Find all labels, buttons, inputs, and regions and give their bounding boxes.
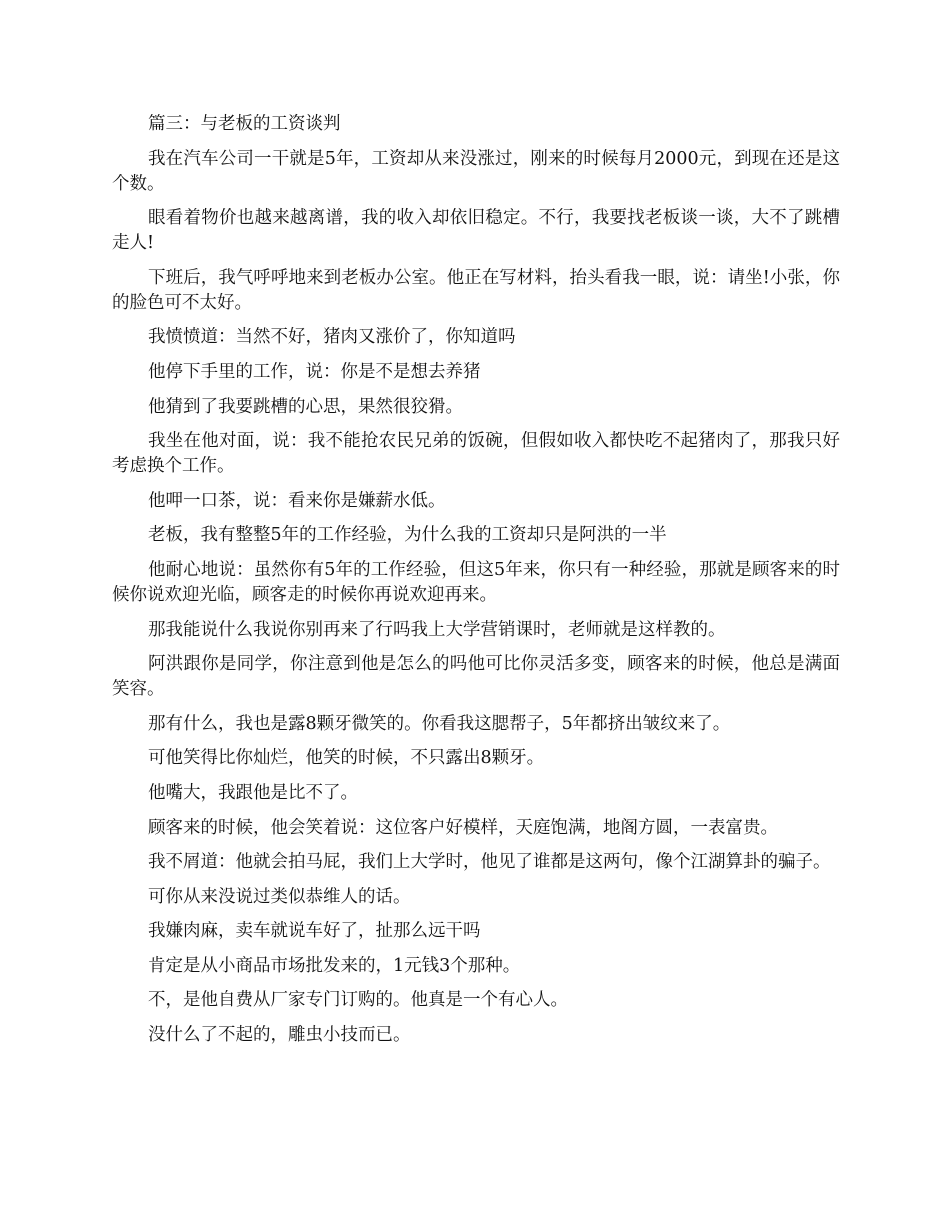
paragraph: 那有什么，我也是露8颗牙微笑的。你看我这腮帮子，5年都挤出皱纹来了。 xyxy=(148,713,731,734)
paragraph: 我愤愤道：当然不好，猪肉又涨价了，你知道吗 xyxy=(148,327,516,348)
paragraph: 下班后，我气呼呼地来到老板办公室。他正在写材料，抬头看我一眼，说：请坐!小张，你的脸色可不太好。 xyxy=(112,267,840,313)
paragraph: 他呷一口茶，说：看来你是嫌薪水低。 xyxy=(148,490,446,511)
paragraph: 阿洪跟你是同学，你注意到他是怎么的吗他可比你灵活多变，顾客来的时候，他总是满面笑容。 xyxy=(112,654,840,700)
section-title: 篇三：与老板的工资谈判 xyxy=(148,114,341,134)
paragraph: 他猜到了我要跳槽的心思，果然很狡猾。 xyxy=(148,396,463,417)
paragraph: 我嫌肉麻，卖车就说车好了，扯那么远干吗 xyxy=(148,921,481,942)
paragraph: 可你从来没说过类似恭维人的话。 xyxy=(148,886,411,907)
paragraph: 眼看着物价也越来越离谱，我的收入却依旧稳定。不行，我要找老板谈一谈，大不了跳槽走人! xyxy=(112,208,840,254)
paragraph: 他停下手里的工作，说：你是不是想去养猪 xyxy=(148,361,481,382)
paragraph: 我不屑道：他就会拍马屁，我们上大学时，他见了谁都是这两句，像个江湖算卦的骗子。 xyxy=(148,852,831,873)
paragraph: 肯定是从小商品市场批发来的，1元钱3个那种。 xyxy=(148,955,521,976)
paragraph: 没什么了不起的，雕虫小技而已。 xyxy=(148,1025,411,1046)
paragraph: 他耐心地说：虽然你有5年的工作经验，但这5年来，你只有一种经验，那就是顾客来的时候你说欢迎光临，顾客走的时候你再说欢迎再来。 xyxy=(112,559,840,605)
paragraph: 他嘴大，我跟他是比不了。 xyxy=(148,782,358,803)
paragraph: 可他笑得比你灿烂，他笑的时候，不只露出8颗牙。 xyxy=(148,748,545,769)
paragraph: 我坐在他对面，说：我不能抢农民兄弟的饭碗，但假如收入都快吃不起猪肉了，那我只好考虑换个工作。 xyxy=(112,431,840,477)
paragraph: 那我能说什么我说你别再来了行吗我上大学营销课时，老师就是这样教的。 xyxy=(148,619,726,640)
document-body xyxy=(112,112,840,1058)
paragraph: 老板，我有整整5年的工作经验，为什么我的工资却只是阿洪的一半 xyxy=(148,525,667,546)
paragraph: 不，是他自费从厂家专门订购的。他真是一个有心人。 xyxy=(148,990,568,1011)
paragraph: 我在汽车公司一干就是5年，工资却从来没涨过，刚来的时候每月2000元，到现在还是这个数。 xyxy=(112,148,840,194)
paragraph: 顾客来的时候，他会笑着说：这位客户好模样，天庭饱满，地阁方圆，一表富贵。 xyxy=(148,817,778,838)
